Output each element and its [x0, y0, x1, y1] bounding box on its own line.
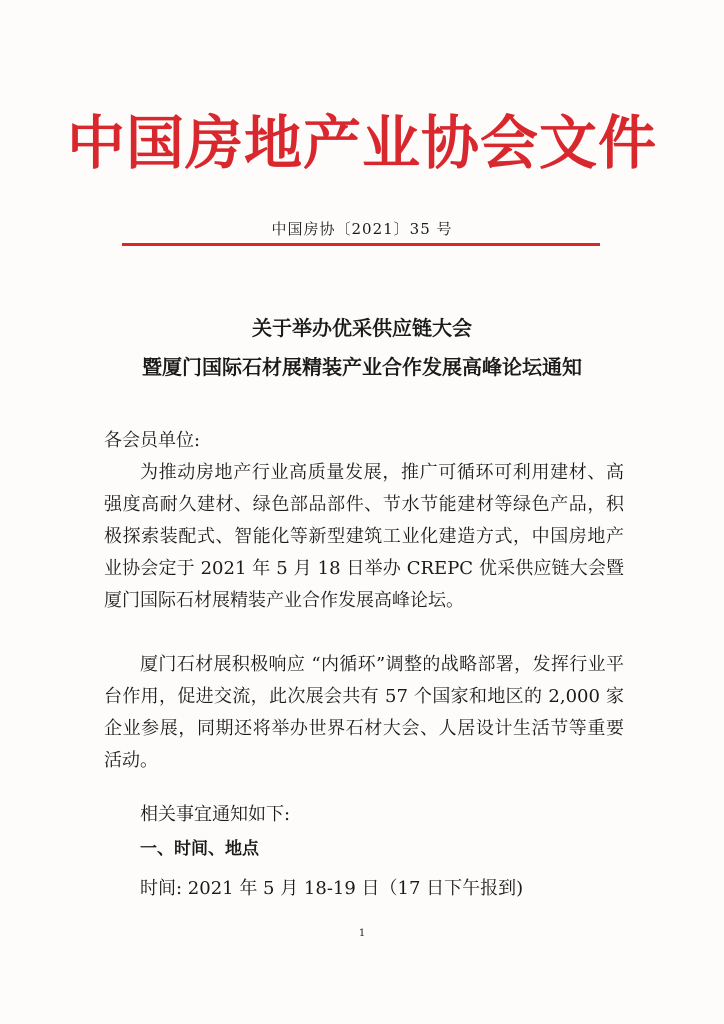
section-1-heading: 一、时间、地点	[140, 839, 259, 859]
org-header-title: 中国房地产业协会文件	[66, 109, 657, 177]
time-line: 时间: 2021 年 5 月 18-19 日（17 日下午报到)	[140, 878, 524, 899]
body-paragraph-2: 厦门石材展积极响应 “内循环”调整的战略部署，发挥行业平台作用，促进交流，此次展会共有 57 个国家和地区的 2,000 家企业参展，同期还将举办世界石材大会、人居设计生活节等重要活动。	[104, 654, 624, 771]
salutation: 各会员单位:	[104, 430, 201, 451]
header-divider	[122, 243, 600, 246]
page-number: 1	[358, 928, 366, 939]
intro-line: 相关事宜通知如下:	[140, 804, 291, 825]
notice-title-line1: 关于举办优采供应链大会	[252, 316, 472, 340]
notice-title-line2: 暨厦门国际石材展精装产业合作发展高峰论坛通知	[142, 355, 582, 379]
document-number: 中国房协〔2021〕35 号	[271, 220, 453, 238]
body-paragraph-1: 为推动房地产行业高质量发展，推广可循环可利用建材、高强度高耐久建材、绿色部品部件、节水节能建材等绿色产品，积极探索装配式、智能化等新型建筑工业化建造方式，中国房地产业协会定于 2021 年 5 月 18 日举办 CREPC 优采供应链大会暨厦门国际石材展精装产业合作发展高峰论坛。	[104, 462, 624, 611]
